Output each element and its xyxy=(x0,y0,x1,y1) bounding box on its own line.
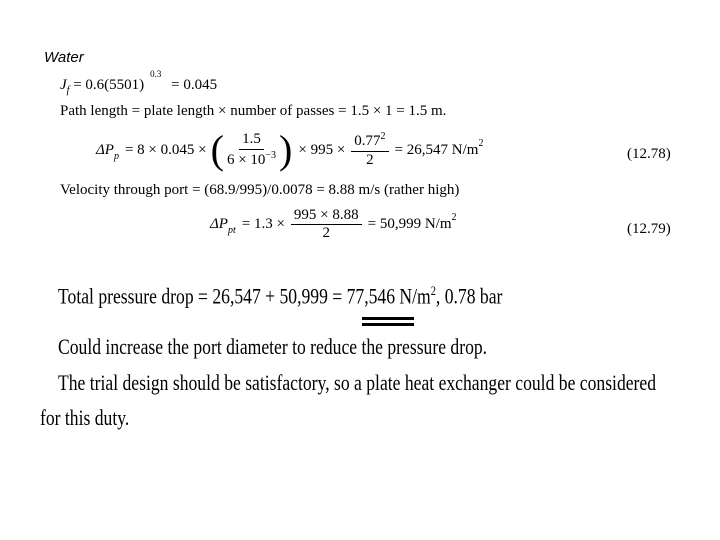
dpp-result: = 26,547 N/m xyxy=(394,141,479,158)
fraction-1-denominator xyxy=(224,150,279,169)
fraction-1-den-base: 6 × 10 xyxy=(226,151,266,168)
total-bar: , 0.78 bar xyxy=(435,283,503,309)
total-units-exp: 2 xyxy=(430,283,436,298)
dpp-symbol: ΔP xyxy=(96,141,114,158)
dppt-result-exp: 2 xyxy=(451,212,457,224)
right-paren: ) xyxy=(279,127,293,172)
dpp-subscript: p xyxy=(113,150,119,162)
note-trial-design-line2: for this duty. xyxy=(40,405,130,430)
jf-symbol: J xyxy=(60,77,67,93)
fraction-2-numerator xyxy=(351,131,388,151)
dpp-pre: = 8 × 0.045 × xyxy=(124,141,207,158)
jf-equation xyxy=(60,69,218,96)
note-port-diameter: Could increase the port diameter to reduce the pressure drop. xyxy=(58,334,488,359)
result-double-underline xyxy=(362,317,414,326)
fraction-2-num-exp: 2 xyxy=(380,131,386,143)
dppt-pre: = 1.3 × xyxy=(241,216,285,233)
jf-subscript: f xyxy=(66,85,70,96)
fraction-1-den-exp: −3 xyxy=(265,149,277,161)
pressure-drop-port-equation xyxy=(210,207,457,243)
dppt-symbol: ΔP xyxy=(210,216,228,233)
dpp-result-exp: 2 xyxy=(478,137,484,149)
total-units: N/m xyxy=(395,283,431,309)
equation-number-12-79: (12.79) xyxy=(627,221,671,237)
fraction-1 xyxy=(224,131,279,169)
dppt-subscript: pt xyxy=(227,225,236,237)
section-heading: Water xyxy=(44,49,84,66)
dpp-mid: × 995 × xyxy=(298,141,346,158)
total-text: Total pressure drop = 26,547 + 50,999 = xyxy=(58,283,347,309)
fraction-2-denominator: 2 xyxy=(366,151,374,168)
dppt-result: = 50,999 N/m xyxy=(367,216,452,233)
path-length-line: Path length = plate length × number of passes = 1.5 × 1 = 1.5 m. xyxy=(60,103,447,119)
jf-mid: = 0.6(5501) xyxy=(73,77,145,93)
fraction-3-numerator: 995 × 8.88 xyxy=(291,207,362,225)
fraction-1-numerator: 1.5 xyxy=(239,131,264,149)
left-paren: ( xyxy=(210,127,224,172)
jf-exponent: 0.3 xyxy=(150,69,162,79)
fraction-3 xyxy=(291,207,362,243)
fraction-2-num-base: 0.77 xyxy=(354,133,381,150)
pressure-drop-plate-equation xyxy=(96,127,484,172)
fraction-3-denominator: 2 xyxy=(322,225,331,242)
fraction-2 xyxy=(351,131,388,169)
jf-result: = 0.045 xyxy=(171,77,218,93)
equation-number-12-78: (12.78) xyxy=(627,146,671,162)
total-pressure-drop xyxy=(58,283,502,309)
note-trial-design-line1: The trial design should be satisfactory, so a plate heat exchanger could be considered xyxy=(58,370,657,395)
velocity-line: Velocity through port = (68.9/995)/0.0078 = 8.88 m/s (rather high) xyxy=(60,182,460,198)
total-value: 77,546 xyxy=(346,283,395,309)
